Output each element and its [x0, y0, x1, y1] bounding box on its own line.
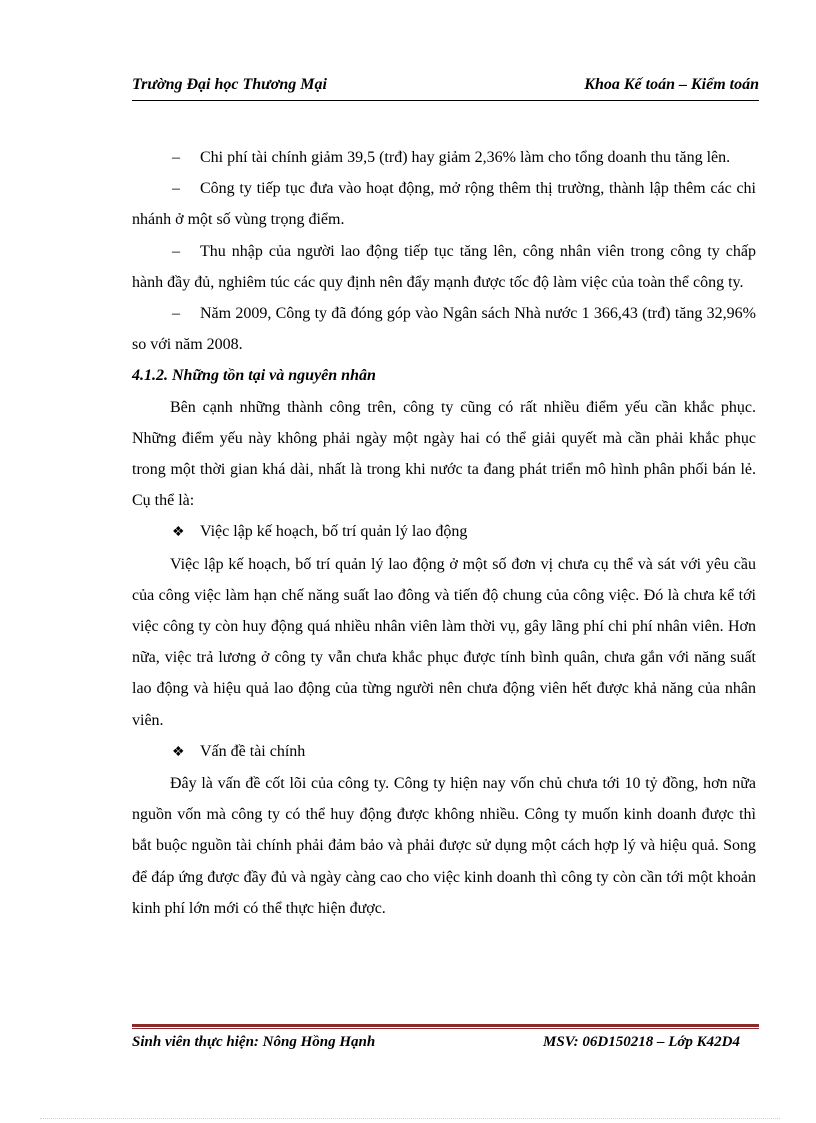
- header-school-name: Trường Đại học Thương Mại: [132, 76, 327, 93]
- footer-divider-thick: [132, 1024, 759, 1027]
- dash-marker: –: [172, 149, 180, 166]
- body-paragraph: Việc lập kế hoạch, bố trí quản lý lao động ở một số đơn vị chưa cụ thể và sát với yêu cầu của công việc làm hạn chế năng suất lao đông và tiến độ chung của công việc. Đó là chưa kể tới việc công ty còn huy động quá nhiều nhân viên làm thời vụ, gây lãng phí chi phí nhân viên. Hơn nữa, việc trả lương ở công ty vẫn chưa khắc phục được tính bình quân, chưa gắn với năng suất lao động và hiệu quả lao động của từng người nên chưa động viên hết được khả năng của nhân viên.: [132, 555, 756, 729]
- body-paragraph: Đây là vấn đề cốt lõi của công ty. Công ty hiện nay vốn chủ chưa tới 10 tỷ đồng, hơn nữa nguồn vốn mà công ty có thể huy động được không nhiều. Công ty muốn kinh doanh được thì bắt buộc nguồn tài chính phải đảm bảo và phải được sử dụng một cách hợp lý và hiệu quả. Song để đáp ứng được đầy đủ và ngày càng cao cho việc kinh doanh thì công ty còn cần tới một khoản kinh phí lớn mới có thể thực hiện được.: [132, 775, 756, 917]
- dash-item-text: Chi phí tài chính giảm 39,5 (trđ) hay giảm 2,36% làm cho tổng doanh thu tăng lên.: [200, 149, 731, 166]
- bullet-item-text: Vấn đề tài chính: [200, 742, 306, 760]
- header-faculty-name: Khoa Kế toán – Kiểm toán: [584, 76, 759, 93]
- diamond-bullet-icon: ❖: [172, 525, 185, 541]
- section-heading: 4.1.2. Những tồn tại và nguyên nhân: [132, 367, 376, 385]
- dash-item-text: Công ty tiếp tục đưa vào hoạt động, mở rộng thêm thị trường, thành lập thêm các chi nhánh ở một số vùng trọng điểm.: [132, 180, 756, 229]
- page-footer: [132, 1034, 740, 1056]
- dash-item-text: Năm 2009, Công ty đã đóng góp vào Ngân sách Nhà nước 1 366,43 (trđ) tăng 32,96% so với năm 2008.: [132, 305, 756, 354]
- bullet-item: [132, 516, 756, 548]
- dash-marker: –: [172, 180, 180, 198]
- footer-student-name: Sinh viên thực hiện: Nông Hồng Hạnh: [132, 1034, 376, 1050]
- footer-divider-thin: [132, 1028, 759, 1029]
- page-header: [132, 76, 759, 98]
- page-bottom-edge: [40, 1118, 780, 1119]
- bullet-item-text: Việc lập kế hoạch, bố trí quản lý lao động: [200, 523, 468, 541]
- intro-paragraph: Bên cạnh những thành công trên, công ty cũng có rất nhiều điểm yếu cần khắc phục. Những điểm yếu này không phải ngày một ngày hai có thể giải quyết mà cần phải khắc phục trong một thời gian khá dài, nhất là trong khi nước ta đang phát triển mô hình phân phối bán lẻ. Cụ thể là:: [132, 398, 756, 510]
- footer-student-id: MSV: 06D150218 – Lớp K42D4: [543, 1034, 740, 1050]
- dash-item: [132, 298, 756, 360]
- diamond-bullet-icon: ❖: [172, 744, 185, 760]
- dash-marker: –: [172, 242, 180, 260]
- bullet-item: [132, 736, 756, 768]
- dash-item: [132, 142, 756, 173]
- dash-marker: –: [172, 305, 180, 323]
- dash-item: [132, 236, 756, 298]
- dash-item-text: Thu nhập của người lao động tiếp tục tăng lên, công nhân viên trong công ty chấp hành đầy đủ, nghiêm túc các quy định nên đẩy mạnh được tốc độ làm việc của toàn thể công ty.: [132, 242, 756, 291]
- header-divider: [132, 100, 759, 101]
- dash-item: [132, 173, 756, 235]
- document-body: [132, 142, 756, 924]
